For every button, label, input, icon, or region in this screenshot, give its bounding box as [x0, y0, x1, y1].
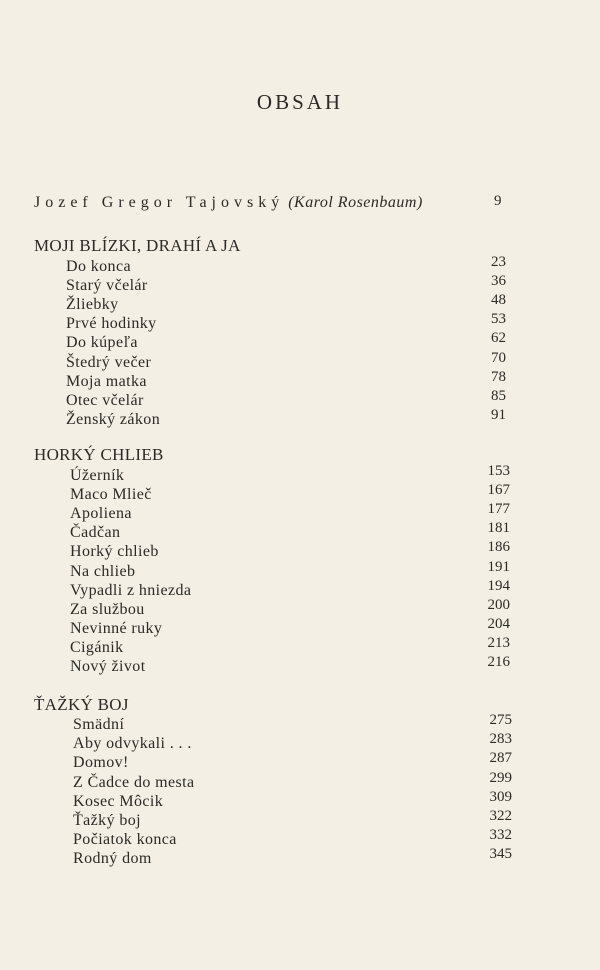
entry-title: Za službou: [70, 600, 145, 618]
entry-page-number: 194: [487, 577, 510, 594]
entry-title: Ťažký boj: [73, 812, 142, 829]
entry-title: Smädní: [73, 716, 125, 733]
toc-entry: [0, 311, 600, 334]
section-heading: HORKÝ CHLIEB: [34, 445, 164, 464]
page-title: OBSAH: [256, 90, 344, 114]
entry-title: Nový život: [70, 658, 146, 675]
entry-title: Otec včelár: [66, 391, 144, 409]
entry-title: Štedrý večer: [66, 353, 152, 371]
entry-page-number: 283: [489, 731, 512, 748]
entry-page-number: 153: [487, 463, 510, 479]
toc-entry: [0, 387, 600, 411]
toc-entry: [0, 463, 600, 486]
entry-title: Z Čadce do mesta: [73, 773, 195, 791]
toc-entry: [0, 654, 600, 677]
entry-page-number: 23: [491, 254, 506, 270]
entry-title: Nevinné ruky: [70, 619, 163, 637]
entry-title: Ženský zákon: [66, 410, 161, 428]
entry-page-number: 181: [487, 520, 510, 537]
entry-title: Cigánik: [70, 638, 124, 656]
entry-page-number: 213: [487, 634, 510, 651]
entry-page-number: 36: [491, 273, 506, 290]
entry-page-number: 85: [491, 387, 506, 404]
entry-page-number: 216: [487, 654, 510, 670]
entry-page-number: 177: [487, 501, 510, 518]
entry-title: Vypadli z hniezda: [70, 581, 192, 599]
author-name: Jozef Gregor Tajovský: [34, 194, 285, 211]
entry-title: Rodný dom: [73, 850, 152, 868]
section-heading: ŤAŽKÝ BOJ: [34, 695, 129, 714]
toc-entry: [0, 846, 600, 869]
entry-title: Kosec Môcik: [73, 792, 164, 810]
section-heading: MOJI BLÍZKI, DRAHÍ A JA: [34, 236, 241, 255]
toc-entry: [0, 634, 600, 658]
entry-page-number: 275: [489, 712, 512, 728]
toc-entry: [0, 539, 600, 562]
toc-entry: [0, 273, 600, 296]
entry-title: Čadčan: [70, 524, 121, 542]
entry-title: Prvé hodinky: [66, 315, 157, 333]
entry-page-number: 62: [491, 330, 506, 347]
entry-title: Do konca: [66, 258, 131, 275]
entry-page-number: 332: [489, 827, 512, 844]
entry-page-number: 53: [491, 311, 506, 328]
toc-entry: [0, 596, 600, 620]
entry-page-number: 287: [489, 750, 512, 767]
entry-title: Žliebky: [66, 296, 119, 314]
entry-page-number: 299: [489, 769, 512, 786]
entry-page-number: 167: [487, 482, 510, 499]
toc-entry: [0, 254, 600, 277]
entry-title: Na chlieb: [70, 562, 136, 580]
entry-title: Do kúpeľa: [66, 334, 138, 352]
toc-entry: [0, 482, 600, 505]
toc-entry: [0, 368, 600, 392]
toc-entry: [0, 406, 600, 430]
entry-page-number: 204: [487, 615, 510, 632]
entry-page-number: 48: [491, 292, 506, 309]
entry-title: Apoliena: [70, 505, 132, 523]
entry-page-number: 200: [487, 596, 510, 613]
entry-page-number: 186: [487, 539, 510, 556]
entry-page-number: 191: [487, 558, 510, 575]
entry-title: Úžerník: [70, 467, 125, 484]
toc-entry: [0, 577, 600, 601]
entry-title: Horký chlieb: [70, 543, 159, 561]
entry-page-number: 78: [491, 368, 506, 385]
author-pseudonym: (Karol Rosenbaum): [288, 194, 423, 211]
toc-entry: [0, 330, 600, 353]
entry-title: Aby odvykali . . .: [73, 735, 192, 753]
entry-title: Maco Mlieč: [70, 486, 152, 504]
author-page-number: 9: [494, 193, 502, 209]
entry-page-number: 91: [491, 406, 506, 423]
entry-title: Domov!: [73, 754, 129, 772]
toc-entry: [0, 615, 600, 639]
toc-entry: [0, 558, 600, 582]
toc-entry: [0, 349, 600, 373]
entry-title: Počiatok konca: [73, 831, 177, 849]
entry-page-number: 345: [489, 846, 512, 863]
entry-title: Moja matka: [66, 372, 147, 390]
toc-entry: [0, 501, 600, 524]
entry-page-number: 322: [489, 808, 512, 824]
entry-page-number: 309: [489, 788, 512, 805]
entry-title: Starý včelár: [66, 277, 148, 295]
toc-entry: [0, 292, 600, 315]
entry-page-number: 70: [491, 349, 506, 366]
author-entry: [34, 194, 514, 212]
toc-entry: [0, 520, 600, 543]
